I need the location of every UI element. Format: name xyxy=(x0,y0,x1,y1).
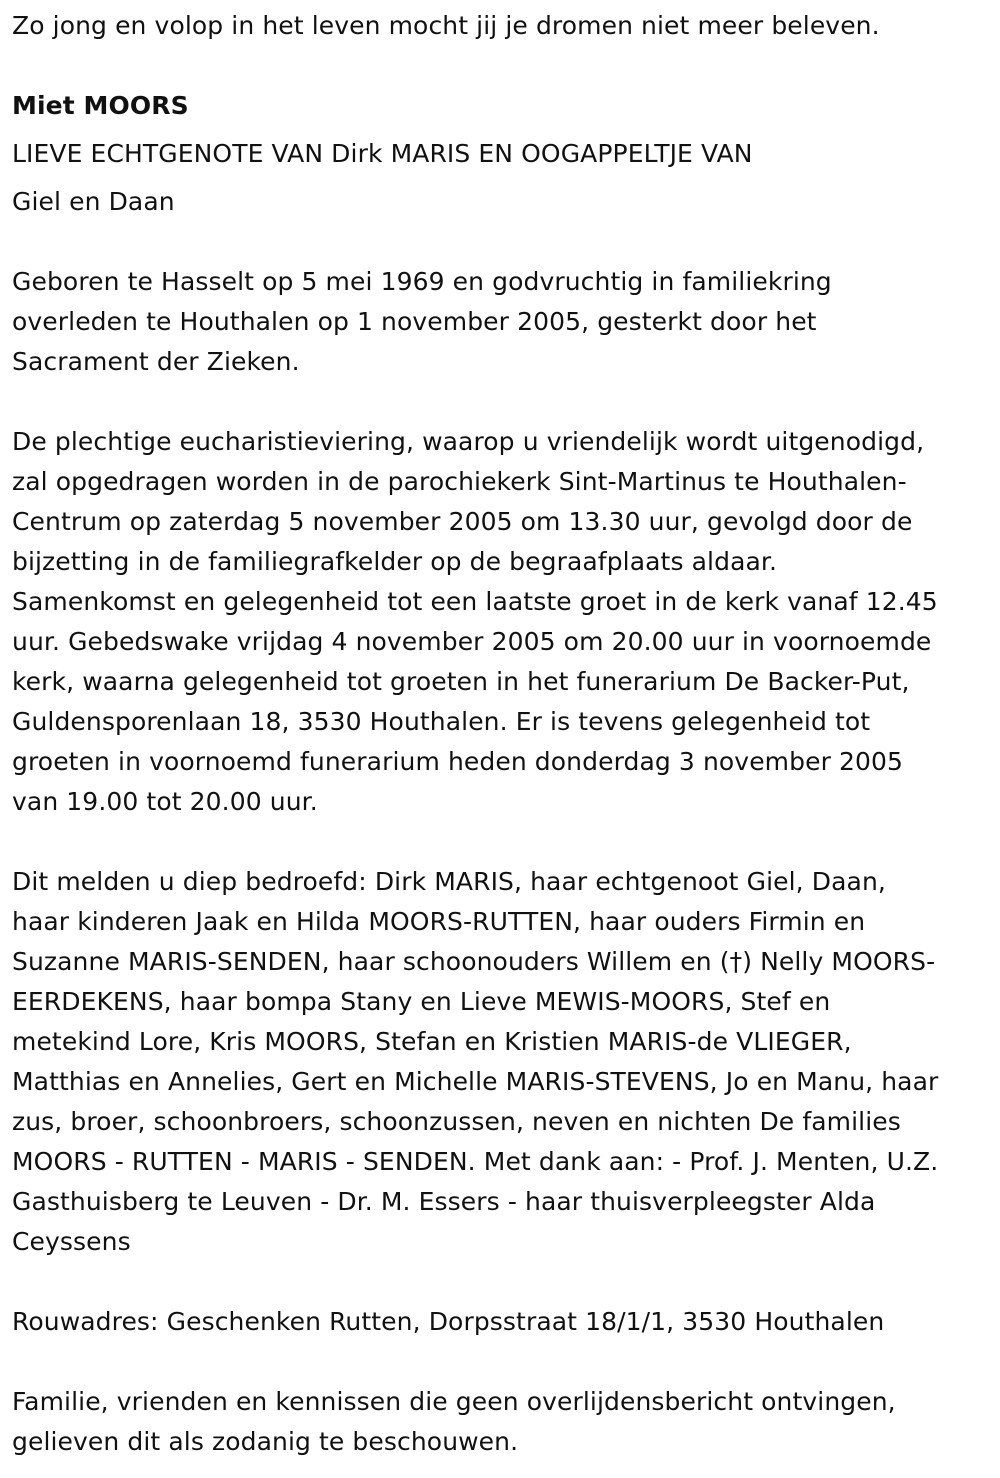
birth-death-line: Sacrament der Zieken. xyxy=(12,347,300,376)
announcement-line: zus, broer, schoonbroers, schoonzussen, neven en nichten De families xyxy=(12,1107,901,1136)
ceremony-line: uur. Gebedswake vrijdag 4 november 2005 om 20.00 uur in voornoemde xyxy=(12,627,932,656)
ceremony-line: van 19.00 tot 20.00 uur. xyxy=(12,787,318,816)
ceremony-line: Samenkomst en gelegenheid tot een laatste groet in de kerk vanaf 12.45 xyxy=(12,587,938,616)
opening-verse: Zo jong en volop in het leven mocht jij je dromen niet meer beleven. xyxy=(12,11,880,40)
announcement-line: Dit melden u diep bedroefd: Dirk MARIS, haar echtgenoot Giel, Daan, xyxy=(12,867,886,896)
announcement-line: Gasthuisberg te Leuven - Dr. M. Essers - haar thuisverpleegster Alda xyxy=(12,1187,876,1216)
ceremony-line: bijzetting in de familiegrafkelder op de begraafplaats aldaar. xyxy=(12,547,778,576)
birth-death-line: overleden te Houthalen op 1 november 2005, gesterkt door het xyxy=(12,307,817,336)
ceremony-line: De plechtige eucharistieviering, waarop u vriendelijk wordt uitgenodigd, xyxy=(12,427,925,456)
announcement-line: MOORS - RUTTEN - MARIS - SENDEN. Met dank aan: - Prof. J. Menten, U.Z. xyxy=(12,1147,939,1176)
announcement-line: Ceyssens xyxy=(12,1227,131,1256)
announcement-line: haar kinderen Jaak en Hilda MOORS-RUTTEN, haar ouders Firmin en xyxy=(12,907,866,936)
closing-line: Familie, vrienden en kennissen die geen overlijdensbericht ontvingen, xyxy=(12,1387,896,1416)
relation-line: Giel en Daan xyxy=(12,187,175,216)
announcement-line: metekind Lore, Kris MOORS, Stefan en Kristien MARIS-de VLIEGER, xyxy=(12,1027,852,1056)
birth-death-line: Geboren te Hasselt op 5 mei 1969 en godvruchtig in familiekring xyxy=(12,267,832,296)
ceremony-line: Centrum op zaterdag 5 november 2005 om 13.30 uur, gevolgd door de xyxy=(12,507,913,536)
deceased-name: Miet MOORS xyxy=(12,91,189,120)
closing-line: gelieven dit als zodanig te beschouwen. xyxy=(12,1427,519,1456)
announcement-line: Matthias en Annelies, Gert en Michelle MARIS-STEVENS, Jo en Manu, haar xyxy=(12,1067,939,1096)
announcement-line: EERDEKENS, haar bompa Stany en Lieve MEWIS-MOORS, Stef en xyxy=(12,987,831,1016)
ceremony-line: groeten in voornoemd funerarium heden donderdag 3 november 2005 xyxy=(12,747,904,776)
ceremony-line: kerk, waarna gelegenheid tot groeten in het funerarium De Backer-Put, xyxy=(12,667,910,696)
announcement-line: Suzanne MARIS-SENDEN, haar schoonouders Willem en (†) Nelly MOORS- xyxy=(12,947,936,976)
ceremony-line: Guldensporenlaan 18, 3530 Houthalen. Er is tevens gelegenheid tot xyxy=(12,707,871,736)
relation-line: LIEVE ECHTGENOTE VAN Dirk MARIS EN OOGAPPELTJE VAN xyxy=(12,139,753,168)
ceremony-line: zal opgedragen worden in de parochiekerk Sint-Martinus te Houthalen- xyxy=(12,467,907,496)
mourning-address: Rouwadres: Geschenken Rutten, Dorpsstraat 18/1/1, 3530 Houthalen xyxy=(12,1307,885,1336)
